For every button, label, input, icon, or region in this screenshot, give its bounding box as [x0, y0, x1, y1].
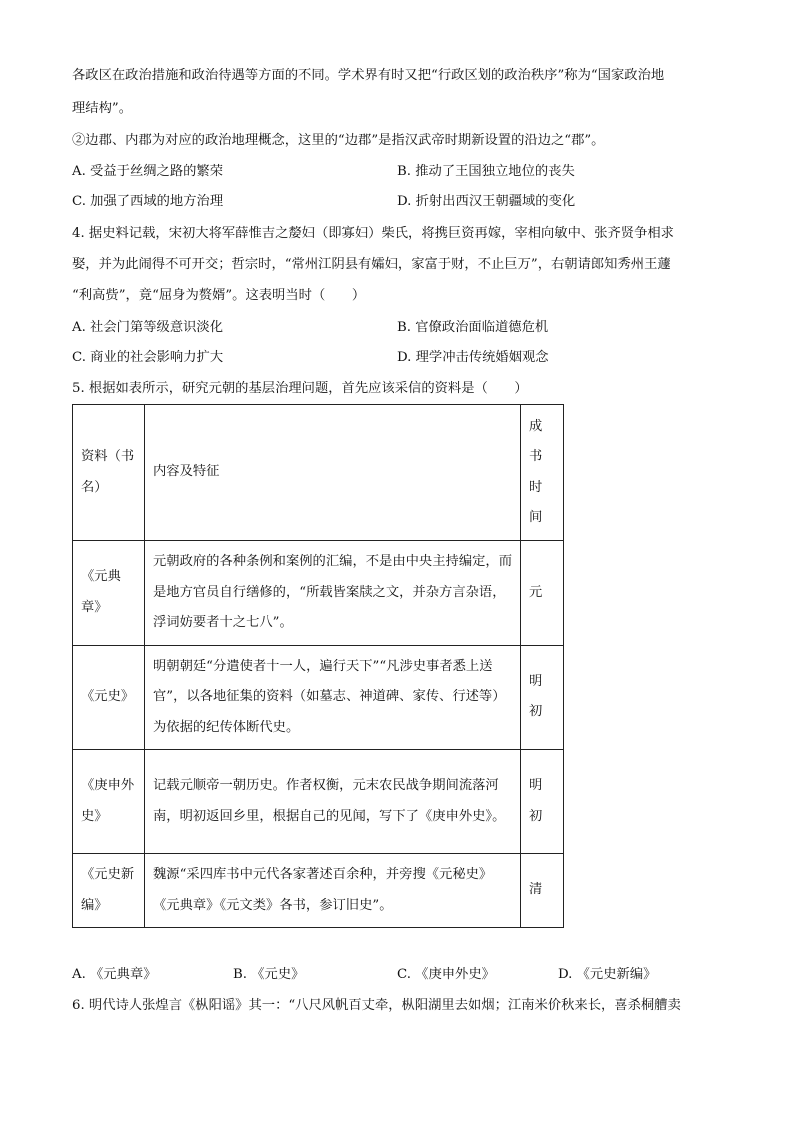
q5-option-b: B. 《元史》	[233, 967, 305, 982]
row-content: 元朝政府的各种条例和案例的汇编，不是由中央主持编定，而是地方官员自行缮修的，“所载皆案牍之文，并杂方言杂语，浮词妨要者十之七八”。	[145, 541, 521, 646]
q3-option-a: A. 受益于丝绸之路的繁荣	[72, 164, 224, 179]
row-source: 《元史》	[73, 645, 145, 750]
q5-option-c: C. 《庚申外史》	[397, 967, 495, 982]
row-content: 明朝朝廷“分遣使者十一人，遍行天下”“凡涉史事者悉上送官”，以各地征集的资料（如墓志、神道碑、家传、行述等）为依据的纪传体断代史。	[145, 645, 521, 750]
table-row	[73, 541, 564, 646]
row-content: 记载元顺帝一朝历史。作者权衡，元末农民战争期间流落河南，明初返回乡里，根据自己的见闻，写下了《庚申外史》。	[145, 750, 521, 854]
table-row	[73, 750, 564, 854]
note-line: ②边郡、内郡为对应的政治地理概念，这里的“边郡”是指汉武帝时期新设置的沿边之“郡”。	[72, 133, 605, 148]
table-row	[73, 854, 564, 928]
q3-option-b: B. 推动了王国独立地位的丧失	[397, 164, 575, 179]
q4-option-a: A. 社会门第等级意识淡化	[72, 320, 224, 335]
row-source: 《元典章》	[73, 541, 145, 646]
q4-option-d: D. 理学冲击传统婚姻观念	[397, 350, 549, 365]
q4-option-c: C. 商业的社会影响力扩大	[72, 350, 224, 365]
table-header-row	[73, 405, 564, 541]
q5-option-d: D. 《元史新编》	[558, 967, 657, 982]
q5-option-a: A. 《元典章》	[72, 967, 157, 982]
header-content: 内容及特征	[145, 405, 521, 541]
row-date: 明初	[521, 645, 564, 750]
row-date: 元	[521, 541, 564, 646]
q6-stem-line-1: 6. 明代诗人张煌言《枞阳谣》其一：“八尺风帆百丈牵，枞阳湖里去如烟；江南米价秋来长，喜杀桐艚卖	[72, 998, 681, 1013]
row-source: 《元史新编》	[73, 854, 145, 928]
q4-option-b: B. 官僚政治面临道德危机	[397, 320, 549, 335]
q3-option-c: C. 加强了西域的地方治理	[72, 194, 224, 209]
table-row	[73, 645, 564, 750]
q5-stem: 5. 根据如表所示，研究元朝的基层治理问题，首先应该采信的资料是（ ）	[72, 381, 528, 396]
source-table	[72, 404, 564, 928]
q4-stem-line-3: “利高赀”，竟“屈身为赘婿”。这表明当时（ ）	[72, 288, 366, 303]
paragraph-line-2: 理结构”。	[72, 101, 132, 116]
paragraph-line-1: 各政区在政治措施和政治待遇等方面的不同。学术界有时又把“行政区划的政治秩序”称为“国家政治地	[72, 68, 665, 83]
row-source: 《庚申外史》	[73, 750, 145, 854]
row-content: 魏源“采四库书中元代各家著述百余种，并旁搜《元秘史》《元典章》《元文类》各书，参订旧史”。	[145, 854, 521, 928]
header-source: 资料（书名）	[73, 405, 145, 541]
row-date: 明初	[521, 750, 564, 854]
q4-stem-line-1: 4. 据史料记载，宋初大将军薛惟吉之嫠妇（即寡妇）柴氏，将携巨资再嫁，宰相向敏中、张齐贤争相求	[72, 226, 674, 241]
row-date: 清	[521, 854, 564, 928]
q3-option-d: D. 折射出西汉王朝疆域的变化	[397, 194, 576, 209]
q4-stem-line-2: 娶，并为此闹得不可开交；哲宗时，“常州江阴县有孀妇，家富于财，不止巨万”，右朝请郎知秀州王蘧	[72, 257, 671, 272]
header-date: 成书时间	[521, 405, 564, 541]
